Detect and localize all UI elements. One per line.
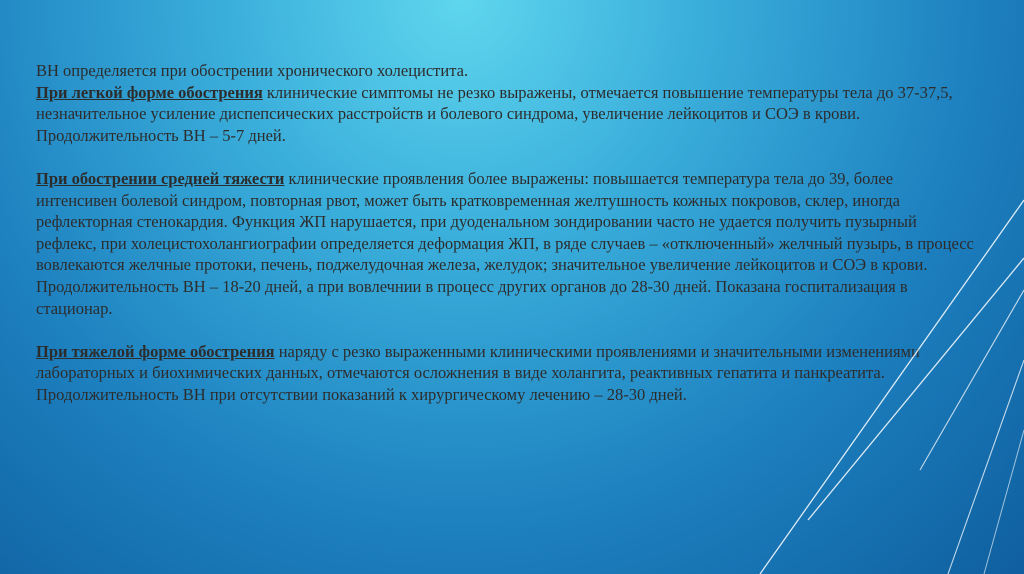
deco-line-5 bbox=[984, 430, 1024, 574]
severe-form-heading: При тяжелой форме обострения bbox=[36, 341, 275, 361]
mild-form-text: клинические симптомы не резко выражены, отмечается повышение температуры тела до 37-37,5, незначительное усиление диспепсических расстройств и болевого синдрома, увеличение лейкоцитов и СОЭ в крови. Продолжительность ВН – 5-7 дней. bbox=[36, 82, 953, 145]
intro-text: ВН определяется при обострении хронического холецистита. bbox=[36, 61, 469, 80]
mild-form-heading: При легкой форме обострения bbox=[36, 82, 263, 102]
deco-line-1 bbox=[760, 200, 1024, 574]
deco-line-2 bbox=[808, 258, 1024, 520]
deco-line-4 bbox=[948, 360, 1024, 574]
moderate-form-text: клинические проявления более выражены: повышается температура тела до 39, более интенсивен болевой синдром, повторная рвот, может быть кратковременная желтушность кожных покровов, склер, иногда рефлекторная стенокардия. Функция ЖП нарушается, при дуоденальном зондировании часто не удается получить пузырный рефлекс, при холецистохолангиографии определяется деформация ЖП, в ряде случаев – «отключенный» желчный пузырь, в процесс вовлекаются желчные протоки, печень, поджелудочная железа, желудок; значительное увеличение лейкоцитов и СОЭ в крови. Продолжительность ВН – 18-20 дней, а при вовлечнии в процесс других органов до 28-30 дней. Показана госпитализация в стационар. bbox=[36, 168, 974, 318]
deco-line-3 bbox=[920, 290, 1024, 470]
severe-form-text: наряду с резко выраженными клиническими проявлениями и значительными изменениями лабораторных и биохимических данных, отмечаются осложнения в виде холангита, реактивных гепатита и панкреатита. Продолжительность ВН при отсутствии показаний к хирургическому лечению – 28-30 дней. bbox=[36, 341, 920, 404]
moderate-form-heading: При обострении средней тяжести bbox=[36, 168, 285, 188]
